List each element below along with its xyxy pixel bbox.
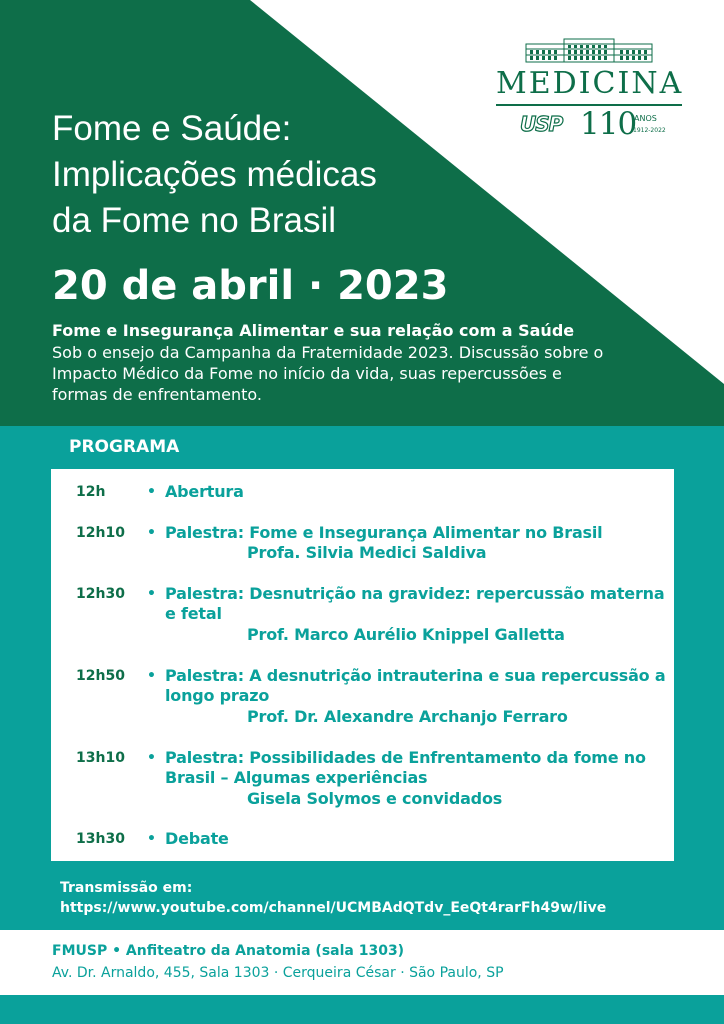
logo-years: 1912-2022 [633,127,666,134]
schedule-speaker: Prof. Marco Aurélio Knippel Galletta [247,625,565,644]
medicina-usp-110-logo [496,36,682,140]
bottom-strip [0,995,724,1024]
livestream-link[interactable]: https://www.youtube.com/channel/UCMBAdQTdv_EeQt4rarFh49w/live [60,900,607,916]
title-line: Fome e Saúde: [52,109,292,148]
schedule-time: 12h30 [76,586,125,602]
bullet-icon: • [147,525,156,541]
schedule-title: Palestra: A desnutrição intrauterina e sua repercussão a longo prazo [165,666,666,705]
schedule-speaker: Gisela Solymos e convidados [247,789,503,808]
schedule-title: Palestra: Possibilidades de Enfrentamento da fome no Brasil – Algumas experiências [165,748,646,787]
logo-anos-label: ANOS [634,114,657,123]
schedule-time: 13h30 [76,831,125,847]
event-subtitle: Fome e Insegurança Alimentar e sua relação com a Saúde [52,321,575,340]
faculty-building-icon [496,36,682,64]
venue-name: FMUSP • Anfiteatro da Anatomia (sala 1303) [52,943,405,959]
bullet-icon: • [147,668,156,684]
logo-wordmark: MEDICINA [496,66,684,101]
program-header [51,426,674,469]
bullet-icon: • [147,484,156,500]
bullet-icon: • [147,831,156,847]
title-line: da Fome no Brasil [52,201,337,240]
schedule-speaker: Prof. Dr. Alexandre Archanjo Ferraro [247,707,568,726]
schedule-title: Palestra: Desnutrição na gravidez: repercussão materna e fetal [165,584,665,623]
schedule-speaker: Profa. Silvia Medici Saldiva [247,543,487,562]
bullet-icon: • [147,586,156,602]
schedule-time: 12h50 [76,668,125,684]
title-line: Implicações médicas [52,155,377,194]
venue-address: Av. Dr. Arnaldo, 455, Sala 1303 · Cerqueira César · São Paulo, SP [52,965,504,981]
program-heading: PROGRAMA [69,437,180,457]
transmission-label: Transmissão em: [60,880,193,896]
schedule-title: Abertura [165,482,244,501]
event-title [52,106,472,244]
usp-logo: USP [520,112,563,136]
venue-footer [0,930,724,995]
logo-anniversary-number: 110 [580,106,637,142]
schedule-time: 12h10 [76,525,125,541]
bullet-icon: • [147,750,156,766]
event-date: 20 de abril · 2023 [52,263,449,309]
schedule-time: 13h10 [76,750,125,766]
schedule-title: Palestra: Fome e Insegurança Alimentar no Brasil [165,523,603,542]
schedule-title: Debate [165,829,229,848]
event-description: Sob o ensejo da Campanha da Fraternidade 2023. Discussão sobre o Impacto Médico da Fome no início da vida, suas repercussões e formas de enfrentamento. [52,343,604,404]
schedule-time: 12h [76,484,106,500]
program-schedule [51,469,674,861]
